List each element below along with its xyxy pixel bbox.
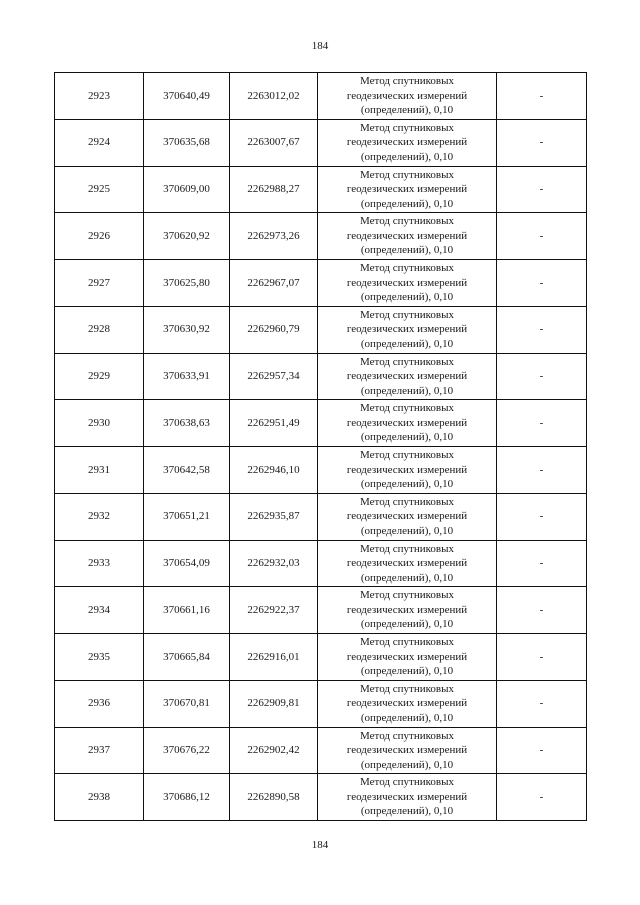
point-number-cell: 2932 bbox=[55, 493, 144, 540]
note-cell: - bbox=[497, 774, 587, 821]
method-text-line: геодезических измерений bbox=[346, 323, 468, 336]
x-coordinate-cell: 370686,12 bbox=[144, 774, 230, 821]
point-number-cell: 2930 bbox=[55, 400, 144, 447]
note-cell: - bbox=[497, 400, 587, 447]
method-text-line: Метод спутниковых bbox=[360, 449, 454, 462]
point-number-cell: 2929 bbox=[55, 353, 144, 400]
method-text-line: (определений), 0,10 bbox=[360, 104, 454, 117]
y-coordinate-cell: 2262988,27 bbox=[230, 166, 318, 213]
method-text-line: Метод спутниковых bbox=[360, 589, 454, 602]
x-coordinate-cell: 370642,58 bbox=[144, 447, 230, 494]
method-text-line: (определений), 0,10 bbox=[360, 571, 454, 584]
note-cell: - bbox=[497, 447, 587, 494]
method-text-line: (определений), 0,10 bbox=[360, 197, 454, 210]
method-text-line: геодезических измерений bbox=[346, 510, 468, 523]
method-text-line: геодезических измерений bbox=[346, 89, 468, 102]
y-coordinate-cell: 2262967,07 bbox=[230, 260, 318, 307]
table-row bbox=[55, 400, 587, 447]
table-row bbox=[55, 166, 587, 213]
method-text-line: геодезических измерений bbox=[346, 557, 468, 570]
method-text-line: геодезических измерений bbox=[346, 744, 468, 757]
point-number-cell: 2926 bbox=[55, 213, 144, 260]
method-text-line: Метод спутниковых bbox=[360, 636, 454, 649]
note-cell: - bbox=[497, 540, 587, 587]
x-coordinate-cell: 370640,49 bbox=[144, 73, 230, 120]
method-cell bbox=[318, 680, 497, 727]
table-row bbox=[55, 306, 587, 353]
method-cell bbox=[318, 634, 497, 681]
method-text-line: Метод спутниковых bbox=[360, 729, 454, 742]
x-coordinate-cell: 370661,16 bbox=[144, 587, 230, 634]
method-text-line: (определений), 0,10 bbox=[360, 291, 454, 304]
method-cell bbox=[318, 587, 497, 634]
method-text-line: (определений), 0,10 bbox=[360, 244, 454, 257]
method-text-line: (определений), 0,10 bbox=[360, 431, 454, 444]
method-text-line: Метод спутниковых bbox=[360, 776, 454, 789]
method-text-line: геодезических измерений bbox=[346, 416, 468, 429]
x-coordinate-cell: 370620,92 bbox=[144, 213, 230, 260]
method-text-line: Метод спутниковых bbox=[360, 262, 454, 275]
point-number-cell: 2938 bbox=[55, 774, 144, 821]
coordinates-table-body bbox=[55, 73, 587, 821]
x-coordinate-cell: 370635,68 bbox=[144, 119, 230, 166]
point-number-cell: 2931 bbox=[55, 447, 144, 494]
method-cell bbox=[318, 727, 497, 774]
note-cell: - bbox=[497, 493, 587, 540]
y-coordinate-cell: 2263012,02 bbox=[230, 73, 318, 120]
note-cell: - bbox=[497, 306, 587, 353]
method-text-line: Метод спутниковых bbox=[360, 495, 454, 508]
method-cell bbox=[318, 540, 497, 587]
method-text-line: (определений), 0,10 bbox=[360, 618, 454, 631]
y-coordinate-cell: 2262973,26 bbox=[230, 213, 318, 260]
y-coordinate-cell: 2262935,87 bbox=[230, 493, 318, 540]
method-text-line: (определений), 0,10 bbox=[360, 711, 454, 724]
table-row bbox=[55, 680, 587, 727]
page-number-bottom: 184 bbox=[311, 839, 329, 851]
y-coordinate-cell: 2262909,81 bbox=[230, 680, 318, 727]
method-text-line: Метод спутниковых bbox=[360, 75, 454, 88]
table-row bbox=[55, 447, 587, 494]
x-coordinate-cell: 370638,63 bbox=[144, 400, 230, 447]
method-text-line: Метод спутниковых bbox=[360, 355, 454, 368]
point-number-cell: 2935 bbox=[55, 634, 144, 681]
method-cell bbox=[318, 306, 497, 353]
table-row bbox=[55, 587, 587, 634]
note-cell: - bbox=[497, 353, 587, 400]
note-cell: - bbox=[497, 73, 587, 120]
x-coordinate-cell: 370609,00 bbox=[144, 166, 230, 213]
method-text-line: геодезических измерений bbox=[346, 370, 468, 383]
x-coordinate-cell: 370654,09 bbox=[144, 540, 230, 587]
note-cell: - bbox=[497, 213, 587, 260]
method-text-line: (определений), 0,10 bbox=[360, 805, 454, 818]
method-cell bbox=[318, 493, 497, 540]
method-text-line: (определений), 0,10 bbox=[360, 384, 454, 397]
table-row bbox=[55, 727, 587, 774]
method-text-line: Метод спутниковых bbox=[360, 308, 454, 321]
method-text-line: геодезических измерений bbox=[346, 136, 468, 149]
method-text-line: (определений), 0,10 bbox=[360, 665, 454, 678]
method-text-line: Метод спутниковых bbox=[360, 542, 454, 555]
method-text-line: Метод спутниковых bbox=[360, 168, 454, 181]
method-text-line: геодезических измерений bbox=[346, 603, 468, 616]
method-text-line: (определений), 0,10 bbox=[360, 524, 454, 537]
method-text-line: (определений), 0,10 bbox=[360, 478, 454, 491]
table-row bbox=[55, 774, 587, 821]
table-row bbox=[55, 260, 587, 307]
y-coordinate-cell: 2262902,42 bbox=[230, 727, 318, 774]
note-cell: - bbox=[497, 166, 587, 213]
x-coordinate-cell: 370630,92 bbox=[144, 306, 230, 353]
method-cell bbox=[318, 353, 497, 400]
y-coordinate-cell: 2263007,67 bbox=[230, 119, 318, 166]
method-cell bbox=[318, 213, 497, 260]
point-number-cell: 2936 bbox=[55, 680, 144, 727]
method-cell bbox=[318, 400, 497, 447]
y-coordinate-cell: 2262960,79 bbox=[230, 306, 318, 353]
x-coordinate-cell: 370676,22 bbox=[144, 727, 230, 774]
point-number-cell: 2933 bbox=[55, 540, 144, 587]
x-coordinate-cell: 370665,84 bbox=[144, 634, 230, 681]
method-text-line: (определений), 0,10 bbox=[360, 150, 454, 163]
x-coordinate-cell: 370670,81 bbox=[144, 680, 230, 727]
table-row bbox=[55, 73, 587, 120]
method-cell bbox=[318, 119, 497, 166]
note-cell: - bbox=[497, 680, 587, 727]
y-coordinate-cell: 2262890,58 bbox=[230, 774, 318, 821]
method-text-line: Метод спутниковых bbox=[360, 215, 454, 228]
method-text-line: Метод спутниковых bbox=[360, 121, 454, 134]
method-text-line: геодезических измерений bbox=[346, 697, 468, 710]
y-coordinate-cell: 2262946,10 bbox=[230, 447, 318, 494]
method-cell bbox=[318, 260, 497, 307]
page-number-top: 184 bbox=[311, 40, 329, 52]
note-cell: - bbox=[497, 634, 587, 681]
point-number-cell: 2924 bbox=[55, 119, 144, 166]
point-number-cell: 2928 bbox=[55, 306, 144, 353]
method-text-line: геодезических измерений bbox=[346, 229, 468, 242]
method-cell bbox=[318, 447, 497, 494]
method-text-line: геодезических измерений bbox=[346, 650, 468, 663]
x-coordinate-cell: 370651,21 bbox=[144, 493, 230, 540]
method-cell bbox=[318, 774, 497, 821]
coordinates-table bbox=[54, 72, 587, 821]
point-number-cell: 2934 bbox=[55, 587, 144, 634]
method-cell bbox=[318, 73, 497, 120]
method-text-line: геодезических измерений bbox=[346, 463, 468, 476]
y-coordinate-cell: 2262951,49 bbox=[230, 400, 318, 447]
table-row bbox=[55, 493, 587, 540]
y-coordinate-cell: 2262932,03 bbox=[230, 540, 318, 587]
method-text-line: геодезических измерений bbox=[346, 276, 468, 289]
y-coordinate-cell: 2262916,01 bbox=[230, 634, 318, 681]
note-cell: - bbox=[497, 260, 587, 307]
table-row bbox=[55, 353, 587, 400]
table-row bbox=[55, 213, 587, 260]
y-coordinate-cell: 2262957,34 bbox=[230, 353, 318, 400]
y-coordinate-cell: 2262922,37 bbox=[230, 587, 318, 634]
x-coordinate-cell: 370633,91 bbox=[144, 353, 230, 400]
note-cell: - bbox=[497, 587, 587, 634]
table-row bbox=[55, 634, 587, 681]
point-number-cell: 2923 bbox=[55, 73, 144, 120]
method-text-line: (определений), 0,10 bbox=[360, 758, 454, 771]
point-number-cell: 2937 bbox=[55, 727, 144, 774]
method-text-line: геодезических измерений bbox=[346, 183, 468, 196]
point-number-cell: 2927 bbox=[55, 260, 144, 307]
table-row bbox=[55, 119, 587, 166]
table-row bbox=[55, 540, 587, 587]
x-coordinate-cell: 370625,80 bbox=[144, 260, 230, 307]
method-cell bbox=[318, 166, 497, 213]
note-cell: - bbox=[497, 119, 587, 166]
point-number-cell: 2925 bbox=[55, 166, 144, 213]
method-text-line: геодезических измерений bbox=[346, 790, 468, 803]
method-text-line: Метод спутниковых bbox=[360, 402, 454, 415]
method-text-line: (определений), 0,10 bbox=[360, 337, 454, 350]
method-text-line: Метод спутниковых bbox=[360, 682, 454, 695]
note-cell: - bbox=[497, 727, 587, 774]
